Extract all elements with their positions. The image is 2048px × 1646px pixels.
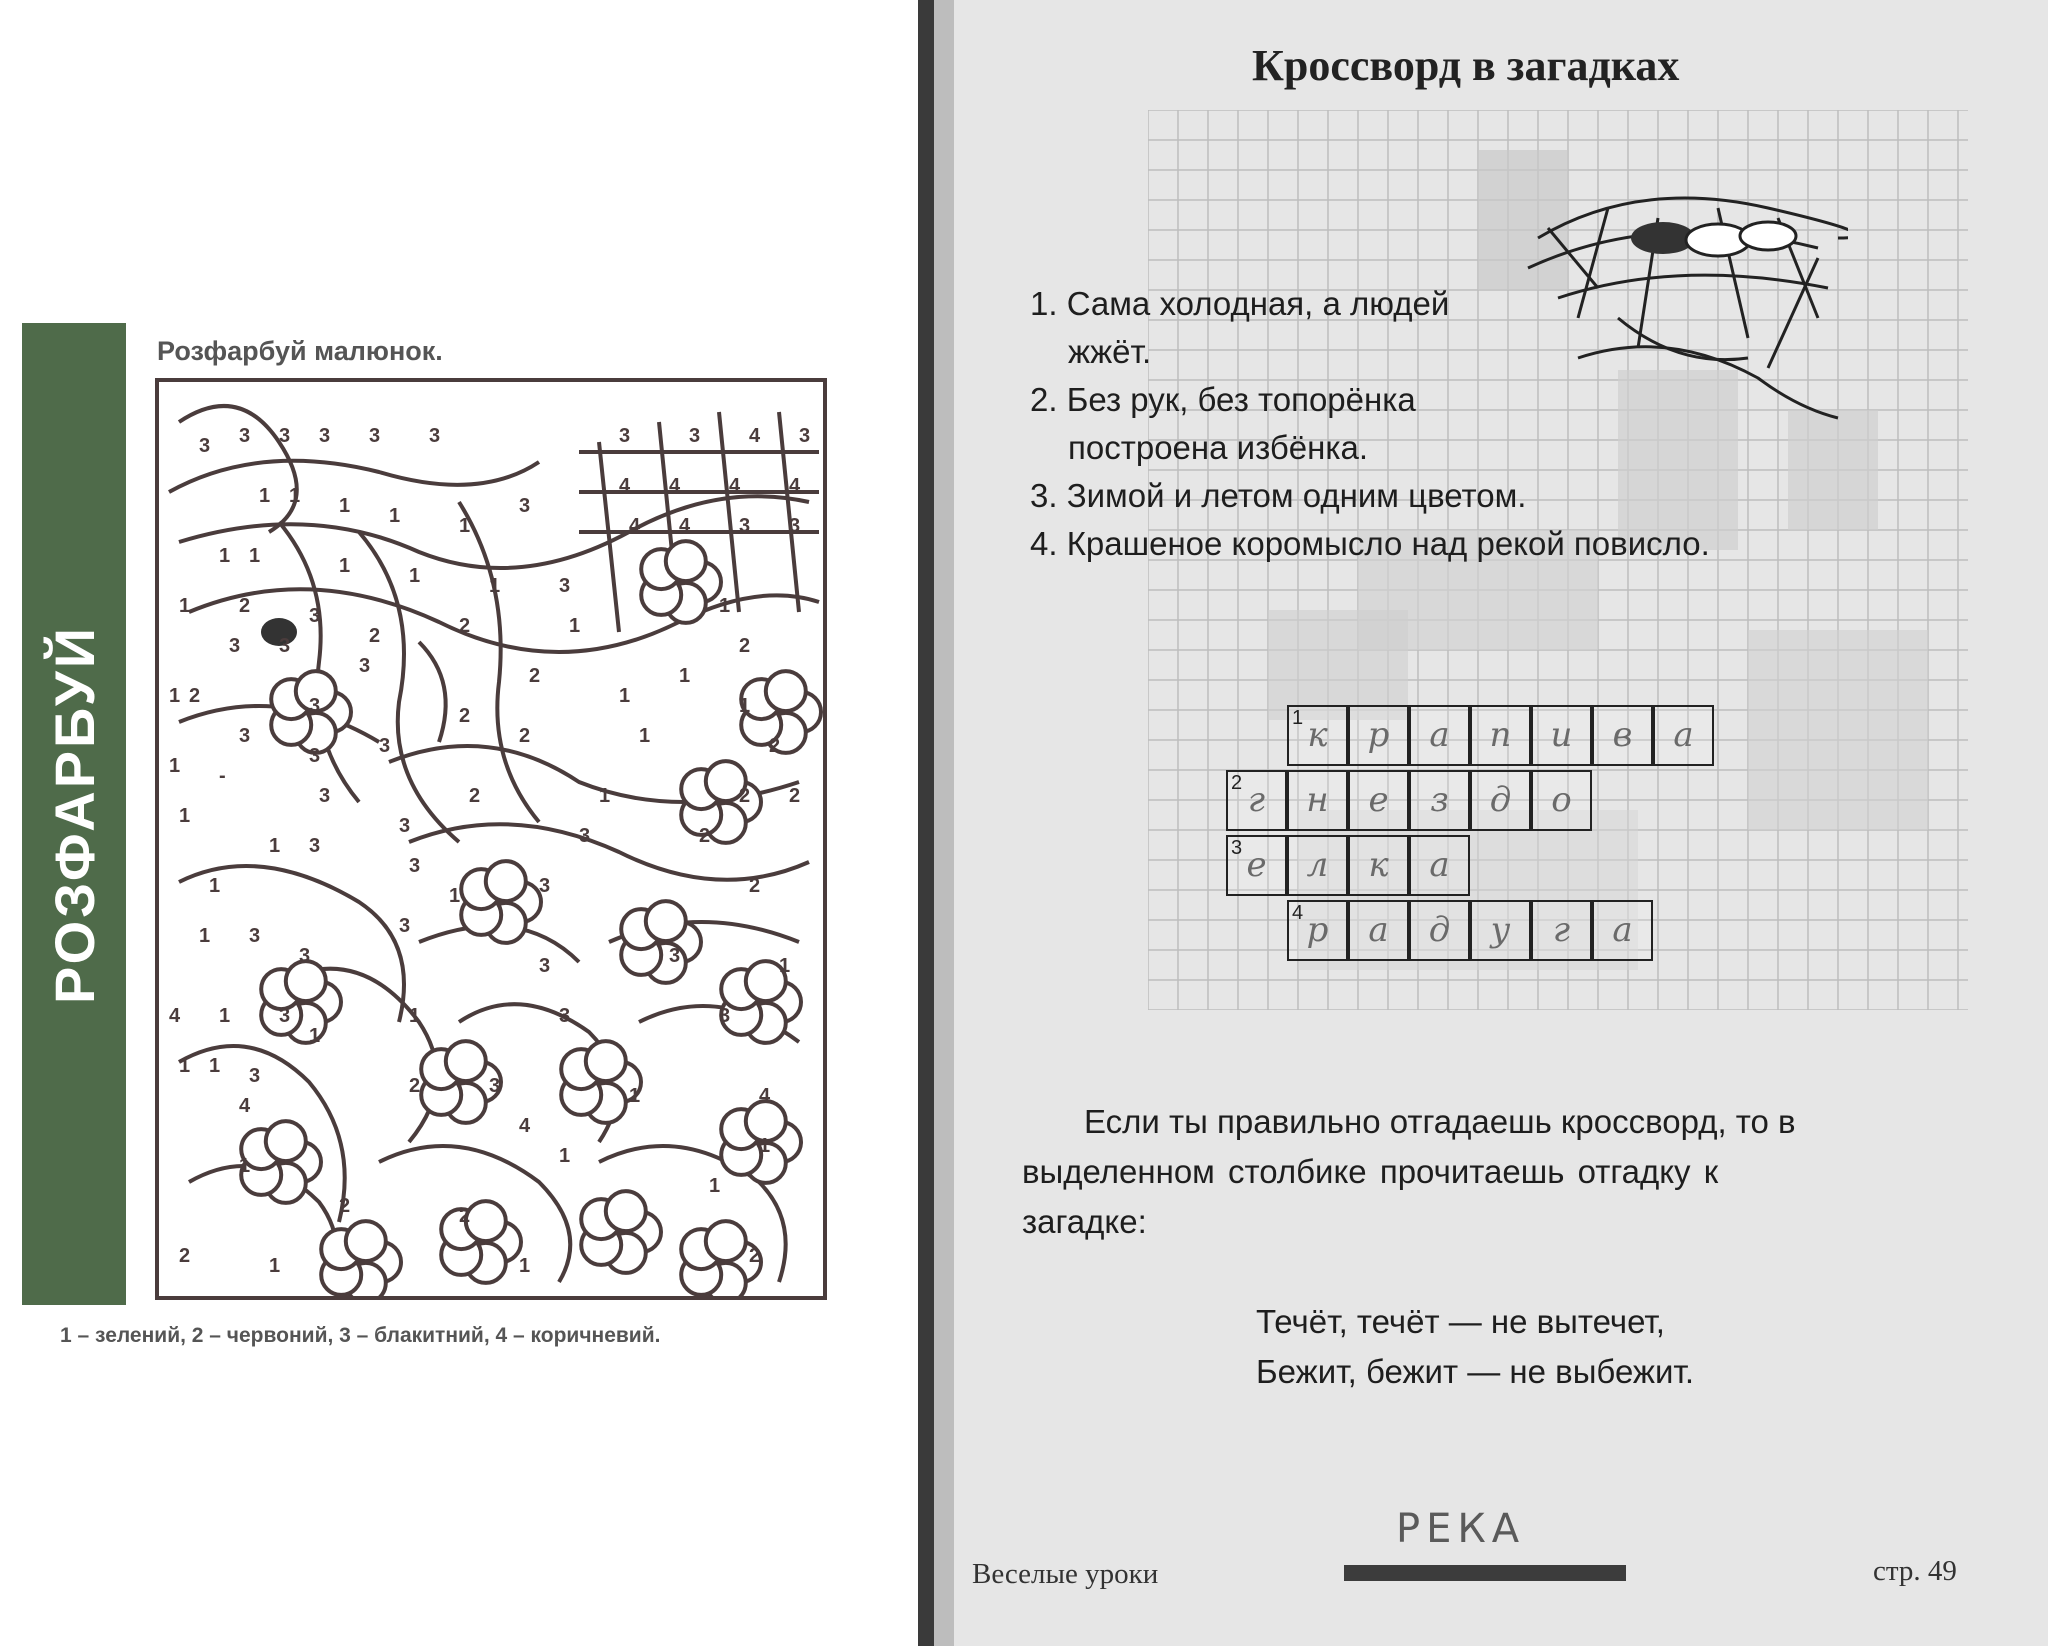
color-number: 1 (269, 835, 281, 857)
color-number: 3 (719, 1005, 731, 1027)
color-number: 1 (389, 505, 401, 527)
crossword-letter: н (1306, 780, 1329, 820)
color-number: 2 (699, 825, 711, 847)
crossword-letter: а (1429, 845, 1450, 885)
color-number: 3 (229, 635, 241, 657)
color-number: 2 (739, 635, 751, 657)
color-number: 3 (799, 425, 811, 447)
color-number: 1 (599, 785, 611, 807)
crossword-cell (1470, 770, 1531, 831)
coloring-picture (155, 378, 827, 1300)
color-number: 3 (319, 785, 331, 807)
color-number: 3 (279, 425, 291, 447)
poem-line-2: Бежит, бежит — не выбежит. (1256, 1353, 1695, 1390)
flower-outline (581, 1191, 661, 1273)
crossword-letter: к (1368, 845, 1389, 885)
color-number: 3 (409, 855, 421, 877)
color-number: 3 (519, 495, 531, 517)
color-number: 1 (259, 485, 271, 507)
color-number: 3 (429, 425, 441, 447)
riddle-4: 4. Крашеное коромысло над рекой повисло. (1030, 525, 1710, 562)
color-number: 1 (169, 685, 181, 707)
color-number: 3 (669, 945, 681, 967)
color-number: 3 (359, 655, 371, 677)
riddle-1-line-2: жжёт. (1068, 333, 1152, 370)
color-number: 3 (239, 725, 251, 747)
side-banner (22, 323, 126, 1305)
crossword-letter: у (1490, 910, 1511, 950)
coloring-illustration (159, 382, 823, 1296)
color-legend: 1 – зелений, 2 – червоний, 3 – блакитний, 4 – коричневий. (60, 1324, 661, 1347)
color-number: 2 (339, 1195, 351, 1217)
color-number: 3 (399, 815, 411, 837)
color-number: 2 (189, 685, 201, 707)
color-number: 4 (789, 475, 801, 497)
color-number: 3 (239, 425, 251, 447)
crossword-cell (1592, 705, 1653, 766)
color-number: 3 (249, 925, 261, 947)
color-number: 2 (749, 875, 761, 897)
color-number: 2 (459, 1205, 471, 1227)
crossword-cell (1287, 835, 1348, 896)
book-spine (918, 0, 934, 1646)
crossword-cell (1348, 900, 1409, 961)
crossword-letter: е (1246, 845, 1267, 885)
crossword-letter: а (1429, 715, 1450, 755)
color-number: 1 (489, 575, 501, 597)
flower-outline (621, 901, 701, 983)
handwritten-answer: РЕКА (1396, 1506, 1526, 1552)
color-number: 4 (679, 515, 691, 537)
color-number: 2 (179, 1245, 191, 1267)
crossword-cell (1531, 900, 1592, 961)
riddle-2-line-1: 2. Без рук, без топорёнка (1030, 381, 1416, 418)
color-number: 3 (249, 1065, 261, 1087)
color-number: 3 (319, 425, 331, 447)
color-number: 3 (739, 515, 751, 537)
color-number: 3 (379, 735, 391, 757)
color-number: 3 (309, 745, 321, 767)
color-number: 3 (309, 605, 321, 627)
color-number: 4 (239, 1095, 251, 1117)
crossword-letter: а (1368, 910, 1389, 950)
outline-stroke (459, 502, 539, 822)
color-number: 1 (619, 685, 631, 707)
color-number: 1 (179, 805, 191, 827)
crossword-cell (1531, 705, 1592, 766)
color-number: 1 (519, 1255, 531, 1277)
color-number: 1 (569, 615, 581, 637)
crossword-cell (1348, 835, 1409, 896)
color-number: 1 (219, 1005, 231, 1027)
color-number: 1 (629, 1085, 641, 1107)
color-number: 2 (769, 735, 781, 757)
color-number: 3 (309, 835, 321, 857)
color-number: 1 (739, 695, 751, 717)
clue-number: 1 (1292, 707, 1304, 729)
color-number: 4 (759, 1085, 771, 1107)
color-number: 1 (339, 495, 351, 517)
crossword-cell (1348, 770, 1409, 831)
book-spine-shadow (934, 0, 954, 1646)
clue-number: 4 (1292, 902, 1304, 924)
crossword-letter: г (1247, 780, 1266, 820)
nest-illustration (1518, 168, 1848, 428)
clue-number: 2 (1231, 772, 1243, 794)
color-number: 3 (299, 945, 311, 967)
color-number: 1 (199, 925, 211, 947)
color-number: 1 (759, 1135, 771, 1157)
crossword-letter: з (1430, 780, 1449, 820)
color-number: 2 (739, 785, 751, 807)
crossword-letter: в (1612, 715, 1633, 755)
clue-number: 3 (1231, 837, 1243, 859)
color-number: 3 (309, 695, 321, 717)
color-number: 3 (369, 425, 381, 447)
color-number: 1 (679, 665, 691, 687)
color-number: 3 (539, 875, 551, 897)
color-number: 3 (539, 955, 551, 977)
color-number: 1 (339, 555, 351, 577)
color-number: 1 (409, 1005, 421, 1027)
crossword-cell (1226, 770, 1287, 831)
crossword-cell (1409, 770, 1470, 831)
color-number: 2 (749, 1245, 761, 1267)
flower-outline (261, 961, 341, 1043)
riddle-2-line-2: построена избёнка. (1068, 429, 1368, 466)
color-number: 1 (209, 875, 221, 897)
crossword-letter: л (1306, 845, 1329, 885)
color-number: 4 (619, 475, 631, 497)
crossword-cell (1409, 900, 1470, 961)
color-number: 1 (269, 1255, 281, 1277)
color-number: 3 (619, 425, 631, 447)
color-number: 1 (779, 955, 791, 977)
outline-stroke (169, 461, 539, 492)
crossword-letter: г (1552, 910, 1571, 950)
color-number: 2 (469, 785, 481, 807)
color-number: 1 (639, 725, 651, 747)
page-title: Кроссворд в загадках (1252, 41, 1680, 90)
flower-outline (321, 1221, 401, 1296)
color-number: 1 (719, 595, 731, 617)
color-number: 2 (789, 785, 801, 807)
color-number: 1 (179, 1055, 191, 1077)
crossword-cell (1470, 705, 1531, 766)
color-number: 1 (169, 755, 181, 777)
color-number: 4 (169, 1005, 181, 1027)
crossword-letter: п (1489, 715, 1512, 755)
crossword-letter: д (1489, 780, 1512, 820)
crossword-letter: а (1673, 715, 1694, 755)
color-number: 1 (559, 1145, 571, 1167)
crossword-cell (1409, 705, 1470, 766)
crossword-letter: о (1551, 780, 1572, 820)
color-number: 2 (459, 615, 471, 637)
color-number: 1 (239, 1155, 251, 1177)
poem-line-1: Течёт, течёт — не вытечет, (1256, 1303, 1665, 1340)
crossword-cell (1348, 705, 1409, 766)
outline-stroke (779, 412, 799, 612)
crossword-letter: е (1368, 780, 1389, 820)
color-number: 1 (449, 885, 461, 907)
color-number: 2 (529, 665, 541, 687)
outline-stroke (419, 642, 446, 742)
banner-title: РОЗФАРБУЙ (42, 624, 106, 1004)
instruction-line-1: Если ты правильно отгадаешь кроссворд, то в (1084, 1103, 1796, 1140)
footer-bar (1344, 1565, 1626, 1581)
color-number: 4 (729, 475, 741, 497)
color-number: 1 (409, 565, 421, 587)
instruction-line-3: загадке: (1022, 1203, 1147, 1240)
flower-outline (561, 1041, 641, 1123)
riddle-1-line-1: 1. Сама холодная, а людей (1030, 285, 1450, 322)
crossword-letter: д (1428, 910, 1451, 950)
crossword-cell (1409, 835, 1470, 896)
color-number: 3 (199, 435, 211, 457)
color-number: 3 (689, 425, 701, 447)
crossword-cell (1287, 705, 1348, 766)
crossword-letter: к (1307, 715, 1328, 755)
crossword-cell (1470, 900, 1531, 961)
color-number: 3 (399, 915, 411, 937)
color-number: 1 (309, 1025, 321, 1047)
color-number: 4 (629, 515, 641, 537)
crossword-cell (1592, 900, 1653, 961)
color-number: 2 (239, 595, 251, 617)
color-number: 3 (279, 1005, 291, 1027)
color-number: 1 (249, 545, 261, 567)
crossword-cell (1531, 770, 1592, 831)
flower-outline (441, 1201, 521, 1283)
color-number: 4 (669, 475, 681, 497)
color-number: 1 (209, 1055, 221, 1077)
crossword-letter: р (1306, 910, 1329, 950)
instruction-line-2: выделенном столбике прочитаешь отгадку к (1022, 1153, 1719, 1190)
color-number: 2 (369, 625, 381, 647)
color-number: 1 (219, 545, 231, 567)
crossword-cell (1287, 900, 1348, 961)
color-number: - (219, 765, 226, 787)
color-number: 2 (519, 725, 531, 747)
color-number: 1 (459, 515, 471, 537)
color-number: 1 (289, 485, 301, 507)
coloring-sheet (0, 268, 855, 1368)
coloring-title: Розфарбуй малюнок. (157, 336, 443, 366)
color-number: 3 (789, 515, 801, 537)
color-number: 2 (459, 705, 471, 727)
color-number: 3 (559, 1005, 571, 1027)
color-number: 3 (579, 825, 591, 847)
color-number: 4 (519, 1115, 531, 1137)
crossword-letter: и (1550, 715, 1573, 755)
crossword-letter: р (1367, 715, 1390, 755)
crossword-letter: а (1612, 910, 1633, 950)
color-number: 3 (559, 575, 571, 597)
color-number: 2 (409, 1075, 421, 1097)
flower-outline (741, 671, 821, 753)
crossword-cell (1653, 705, 1714, 766)
color-number: 1 (179, 595, 191, 617)
color-number: 1 (709, 1175, 721, 1197)
crossword-cell (1226, 835, 1287, 896)
footer-book-title: Веселые уроки (972, 1558, 1159, 1590)
crossword-cell (1287, 770, 1348, 831)
page-number: стр. 49 (1873, 1555, 1957, 1587)
color-number: 4 (749, 425, 761, 447)
color-number: 3 (279, 635, 291, 657)
riddle-3: 3. Зимой и летом одним цветом. (1030, 477, 1527, 514)
color-number: 3 (489, 1075, 501, 1097)
